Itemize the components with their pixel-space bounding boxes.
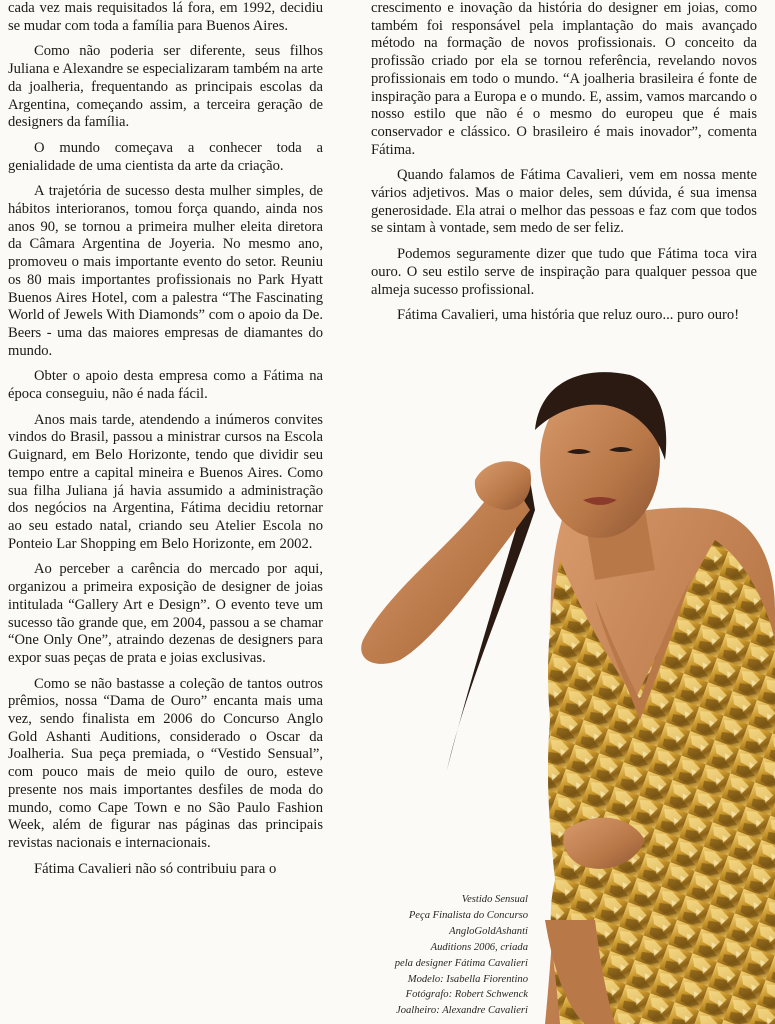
paragraph: Podemos seguramente dizer que tudo que Fátima toca vira ouro. O seu estilo serve de inspiração para qualquer pessoa que almeja sucesso profissional. <box>371 246 757 298</box>
caption-line: Vestido Sensual <box>461 894 528 905</box>
caption-line: Fotógrafo: Robert Schwenck <box>405 989 528 1001</box>
paragraph: A trajetória de sucesso desta mulher simples, de hábitos interioranos, tomou força quando, ainda nos anos 90, se tornou a primeira mulher eleita diretora da Câmara Argentina de Joyeria. No mesmo ano, promoveu o mais importante evento do setor. Reuniu os 80 mais importantes profissionais no Park Hyatt Buenos Aires Hotel, com a palestra “The Fascinating World of Jewels With Diamonds” com o apoio da De. Beers - uma das maiores empresas de diamantes do mundo. <box>8 183 323 359</box>
paragraph: Ao perceber a carência do mercado por aqui, organizou a primeira exposição de designer de joias intitulada “Gallery Art e Design”. O evento teve um sucesso tão grande que, em 2004, passou a se chamar “One Only One”, atraindo dezenas de designers para expor suas peças de prata e joias exclusivas. <box>8 561 323 666</box>
paragraph: Quando falamos de Fátima Cavalieri, vem em nossa mente vários adjetivos. Mas o maior deles, sem dúvida, é sua imensa generosidade. Ela atrai o melhor das pessoas e faz com que todos se sintam à vontade, sem medo de ser feliz. <box>371 167 757 237</box>
caption-line: AngloGoldAshanti <box>449 925 528 937</box>
right-text-column <box>371 0 757 333</box>
left-text-column <box>8 0 323 886</box>
paragraph: O mundo começava a conhecer toda a genialidade de uma cientista da arte da criação. <box>8 139 323 174</box>
caption-line: pela designer Fátima Cavalieri <box>394 957 528 969</box>
paragraph: Anos mais tarde, atendendo a inúmeros convites vindos do Brasil, passou a ministrar cursos na Escola Guignard, em Belo Horizonte, tendo que dividir seu tempo entre a capital mineira e Buenos Aires. Como sua filha Juliana já havia assumido a administração dos negócios na Argentina, Fátima decidiu retornar ao seu estado natal, criando seu Atelier Escola no Ponteio Lar Shopping em Belo Horizonte, em 2002. <box>8 411 323 552</box>
paragraph: Fátima Cavalieri, uma história que reluz ouro... puro ouro! <box>397 307 740 324</box>
paragraph: Como não poderia ser diferente, seus filhos Juliana e Alexandre se especializaram também na arte da joalheria, frequentando as principais escolas da Argentina, começando assim, a terceira geração de designers da família. <box>8 43 323 131</box>
paragraph: crescimento e inovação da história do designer em joias, como também foi responsável pela implantação do mais avançado método na formação de novos profissionais. O conceito da profissão criado por ela se tornou referência, revelando novos profissionais em todo o mundo. “A joalheria brasileira é fonte de inspiração para a Europa e o mundo. E, assim, vamos marcando o nosso estilo que não é o mesmo do europeu que é mais conservador e clássico. O brasileiro é mais inovador”, comenta Fátima. <box>371 0 757 158</box>
photo-caption <box>338 892 528 1019</box>
caption-line: Peça Finalista do Concurso <box>408 909 528 921</box>
caption-line: Joalheiro: Alexandre Cavalieri <box>396 1005 528 1017</box>
paragraph: cada vez mais requisitados lá fora, em 1992, decidiu se mudar com toda a família para Buenos Aires. <box>8 0 323 34</box>
paragraph: Fátima Cavalieri não só contribuiu para o <box>34 860 277 877</box>
caption-line: Auditions 2006, criada <box>430 941 528 953</box>
caption-line: Modelo: Isabella Fiorentino <box>407 973 528 985</box>
paragraph: Obter o apoio desta empresa como a Fátima na época conseguiu, não é nada fácil. <box>8 368 323 403</box>
paragraph: Como se não bastasse a coleção de tantos outros prêmios, nossa “Dama de Ouro” encanta mais uma vez, sendo finalista em 2006 do Concurso Anglo Gold Ashanti Auditions, considerado o Oscar da Joalheria. Sua peça premiada, o “Vestido Sensual”, com pouco mais de meio quilo de ouro, esteve presente nos mais importantes desfiles de moda do mundo, como Cape Town e no São Paulo Fashion Week, além de figurar nas páginas das principais revistas nacionais e internacionais. <box>8 675 323 851</box>
